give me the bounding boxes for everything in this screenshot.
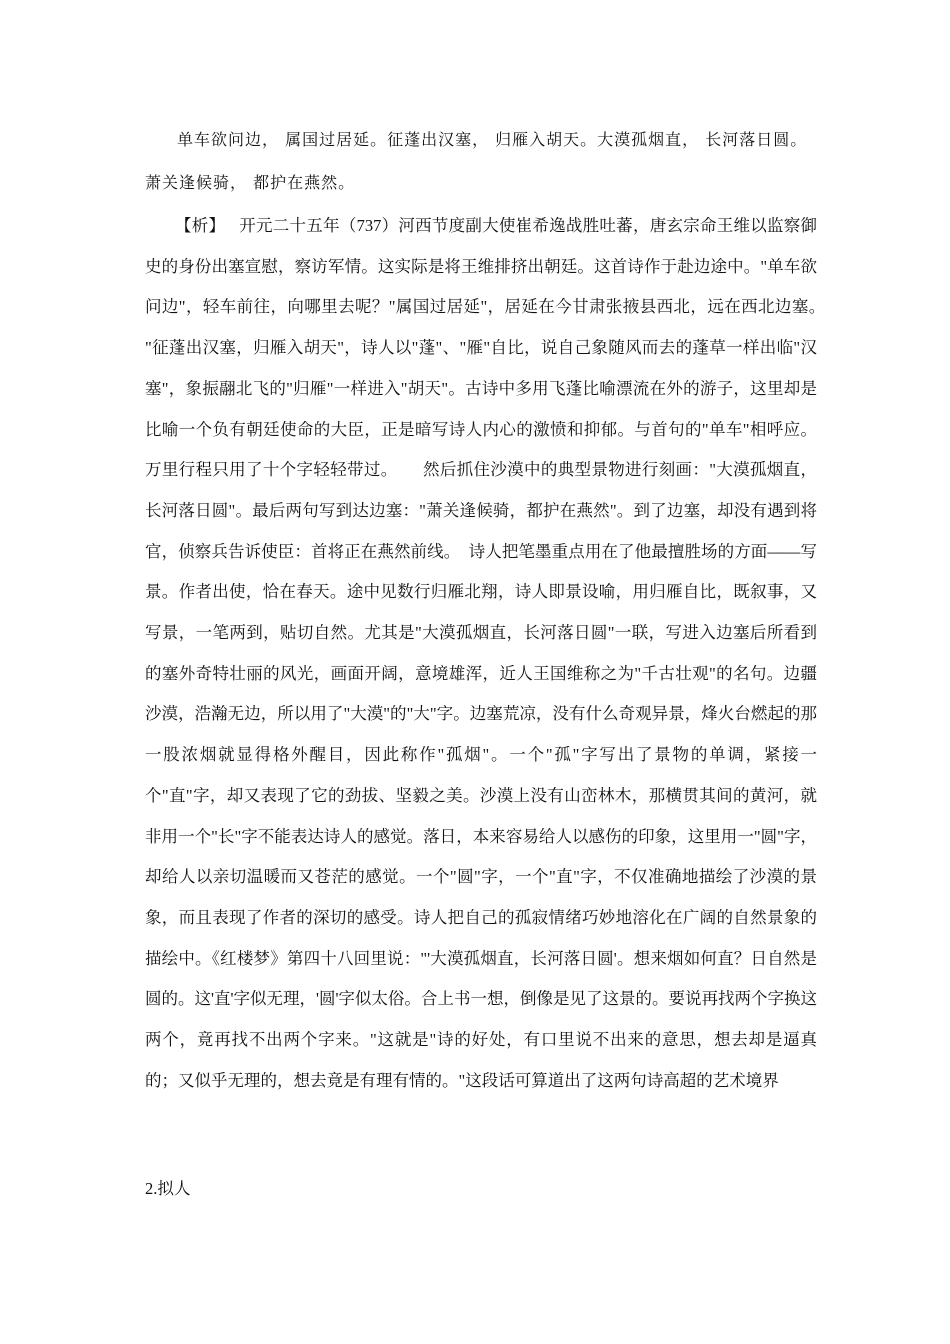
poem-line-1: 单车欲问边， 属国过居延。征蓬出汉塞， 归雁入胡天。大漠孤烟直， 长河落日圆。 bbox=[177, 130, 808, 149]
section-heading: 2.拟人 bbox=[145, 1179, 191, 1198]
poem-line-2: 萧关逢候骑， 都护在燕然。 bbox=[145, 173, 356, 192]
analysis-paragraph bbox=[145, 206, 850, 1101]
analysis-tag: 【析】 bbox=[175, 216, 226, 235]
analysis-text: 开元二十五年（737）河西节度副大使崔希逸战胜吐蕃，唐玄宗命王维以监察御史的身份出塞宣慰，察访军情。这实际是将王维排挤出朝廷。这首诗作于赴边途中。"单车欲问边"，轻车前往，向哪里去呢？"属国过居延"，居延在今甘肃张掖县西北，远在西北边塞。 "征蓬出汉塞，归雁入胡天"，诗人以"蓬"、"雁"自比，说自己象随风而去的蓬草一样出临"汉塞"，象振翮北飞的"归雁"一样进入"胡天"。古诗中多用飞蓬比喻漂流在外的游子，这里却是比喻一个负有朝廷使命的大臣，正是暗写诗人内心的激愤和抑郁。与首句的"单车"相呼应。万里行程只用了十个字轻轻带过。 然后抓住沙漠中的典型景物进行刻画："大漠孤烟直，长河落日圆"。最后两句写到达边塞："萧关逢候骑，都护在燕然"。到了边塞，却没有遇到将官，侦察兵告诉使臣：首将正在燕然前线。 诗人把笔墨重点用在了他最擅胜场的方面——写景。作者出使，恰在春天。途中见数行归雁北翔，诗人即景设喻，用归雁自比，既叙事，又写景，一笔两到，贴切自然。尤其是"大漠孤烟直，长河落日圆"一联，写进入边塞后所看到的塞外奇特壮丽的风光，画面开阔，意境雄浑，近人王国维称之为"千古壮观"的名句。边疆沙漠，浩瀚无边，所以用了"大漠"的"大"字。边塞荒凉，没有什么奇观异景，烽火台燃起的那一股浓烟就显得格外醒目，因此称作"孤烟"。一个"孤"字写出了景物的单调，紧接一个"直"字，却又表现了它的劲拔、坚毅之美。沙漠上没有山峦林木，那横贯其间的黄河，就非用一个"长"字不能表达诗人的感觉。落日，本来容易给人以感伤的印象，这里用一"圆"字，却给人以亲切温暖而又苍茫的感觉。一个"圆"字，一个"直"字，不仅准确地描绘了沙漠的景象，而且表现了作者的深切的感受。诗人把自己的孤寂情绪巧妙地溶化在广阔的自然景象的描绘中。《红楼梦》第四十八回里说："'大漠孤烟直，长河落日圆'。想来烟如何直？日自然是圆的。这'直'字似无理，'圆'字似太俗。合上书一想，倒像是见了这景的。要说再找两个字换这两个，竟再找不出两个字来。"这就是"诗的好处，有口里说不出来的意思，想去却是逼真的；又似乎无理的，想去竟是有理有情的。"这段话可算道出了这两句诗高超的艺术境界 bbox=[145, 216, 850, 1090]
